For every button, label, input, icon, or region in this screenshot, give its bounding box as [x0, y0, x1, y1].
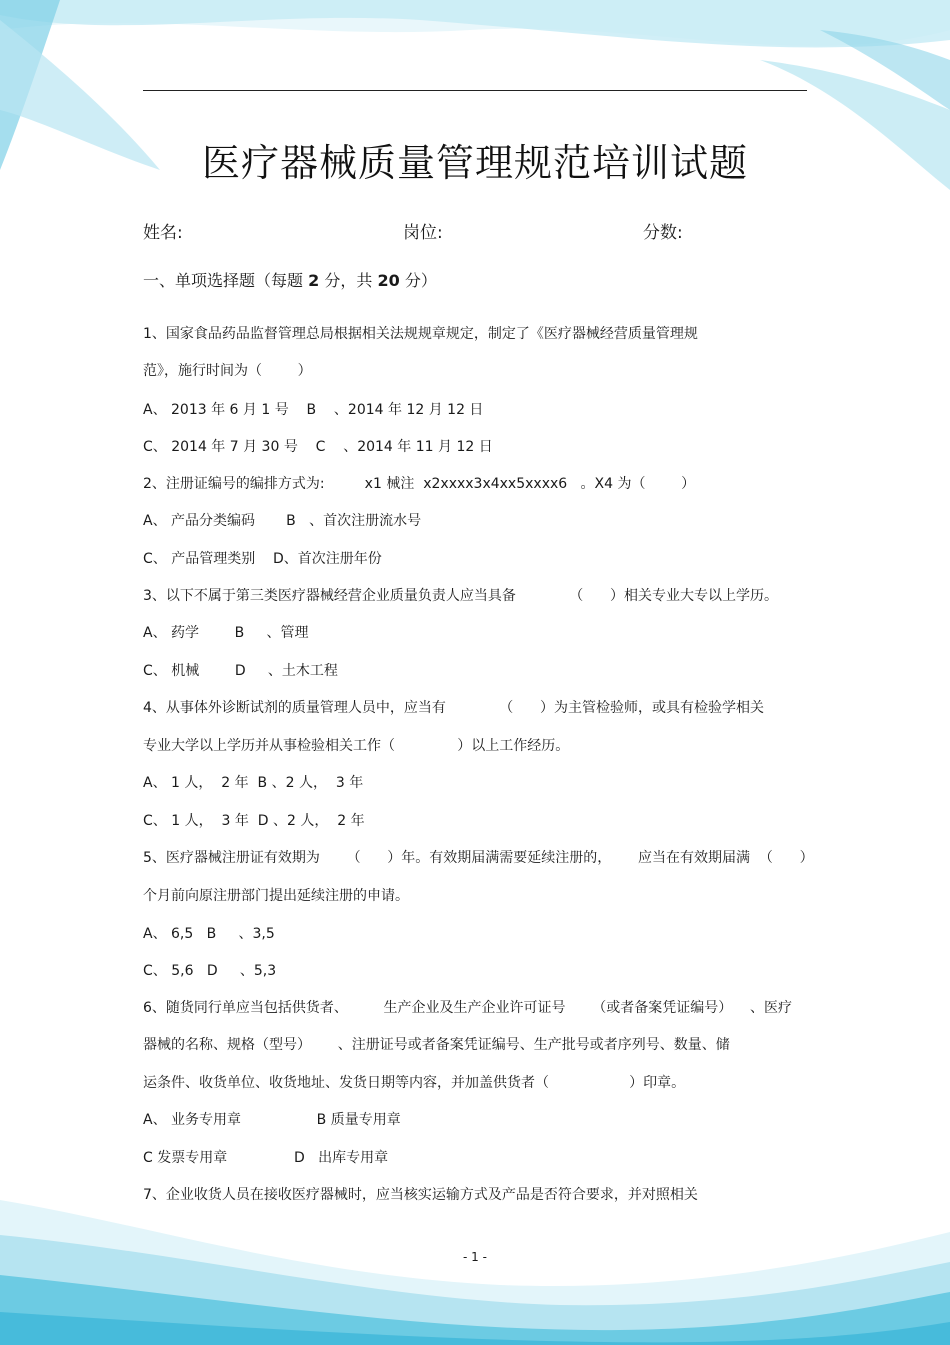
section-total: 20	[377, 271, 400, 290]
answer-option-line: A、 2013 年 6 月 1 号 B 、2014 年 12 月 12 日	[143, 402, 484, 418]
answer-option-line: A、 业务专用章 B 质量专用章	[143, 1112, 401, 1128]
question-line: 运条件、收货单位、收货地址、发货日期等内容，并加盖供货者（ ）印章。	[143, 1075, 686, 1091]
answer-option-line: A、 6,5 B 、3,5	[143, 926, 275, 942]
answer-option-line: C、 机械 D 、土木工程	[143, 663, 338, 679]
question-line: 2、注册证编号的编排方式为: x1 械注 x2xxxx3x4xx5xxxx6 。X4 为（ ）	[143, 476, 696, 492]
question-line: 6、随货同行单应当包括供货者、 生产企业及生产企业许可证号 （或者备案凭证编号） 、医疗	[143, 1000, 793, 1016]
score-field-label: 分数:	[643, 223, 683, 243]
answer-option-line: C 发票专用章 D 出库专用章	[143, 1150, 389, 1166]
section-heading	[143, 268, 437, 291]
header-rule	[143, 90, 807, 91]
answer-option-line: C、 2014 年 7 月 30 号 C 、2014 年 11 月 12 日	[143, 439, 493, 455]
section-mid: 分，共	[324, 271, 373, 290]
question-line: 7、企业收货人员在接收医疗器械时，应当核实运输方式及产品是否符合要求，并对照相关	[143, 1187, 698, 1203]
page-number: - 1 -	[463, 1250, 487, 1264]
position-field-label: 岗位:	[403, 223, 443, 243]
question-line: 专业大学以上学历并从事检验相关工作（ ）以上工作经历。	[143, 738, 570, 754]
answer-option-line: C、 1 人， 3 年 D 、2 人， 2 年	[143, 813, 365, 829]
answer-option-line: A、 药学 B 、管理	[143, 625, 309, 641]
section-prefix: 一、单项选择题（每题	[143, 271, 304, 290]
name-field-label: 姓名:	[143, 223, 183, 243]
question-line: 1、国家食品药品监督管理总局根据相关法规规章规定，制定了《医疗器械经营质量管理规	[143, 326, 698, 342]
answer-option-line: A、 产品分类编码 B 、首次注册流水号	[143, 513, 422, 529]
section-suffix: 分）	[404, 271, 437, 290]
question-line: 范》，施行时间为（ ）	[143, 363, 312, 379]
question-line: 4、从事体外诊断试剂的质量管理人员中，应当有 （ ）为主管检验师，或具有检验学相关	[143, 700, 765, 716]
answer-option-line: C、 产品管理类别 D、首次注册年份	[143, 551, 382, 567]
question-line: 器械的名称、规格（型号） 、注册证号或者备案凭证编号、生产批号或者序列号、数量、储	[143, 1037, 730, 1053]
answer-option-line: C、 5,6 D 、5,3	[143, 963, 277, 979]
page-title: 医疗器械质量管理规范培训试题	[201, 141, 748, 185]
question-line: 5、医疗器械注册证有效期为 （ ）年。有效期届满需要延续注册的， 应当在有效期届满 （ ）	[143, 850, 814, 866]
section-points-each: 2	[308, 271, 320, 290]
question-line: 3、以下不属于第三类医疗器械经营企业质量负责人应当具备 （ ）相关专业大专以上学历。	[143, 588, 779, 604]
question-line: 个月前向原注册部门提出延续注册的申请。	[143, 888, 409, 904]
answer-option-line: A、 1 人， 2 年 B 、2 人， 3 年	[143, 775, 364, 791]
